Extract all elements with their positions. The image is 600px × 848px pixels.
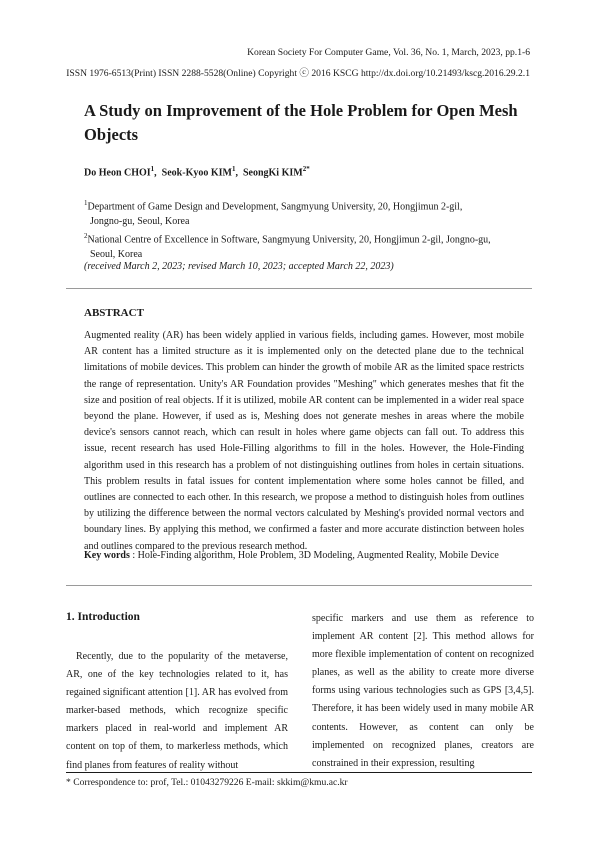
paragraph: Recently, due to the popularity of the metaverse, AR, one of the key technologies related to it, has regained significant attention [1]. AR has evolved from marker-based methods, which recognize specific markers placed in real-world and implement AR content on top of them, to markerless methods, which find planes from features of reality without xyxy=(66,651,288,771)
affiliation-mark: 1 xyxy=(84,199,88,207)
affiliation-mark: 2 xyxy=(84,232,88,240)
author-list: Do Heon CHOI$^1$, Seok-Kyoo KIM$^1$, SeongKi $KIM^{2*}$ xyxy=(84,165,310,179)
divider xyxy=(66,288,532,289)
author-mark: 1 xyxy=(150,165,155,173)
keywords-text: : Hole-Finding algorithm, Hole Problem, 3D Modeling, Augmented Reality, Mobile Device xyxy=(129,550,499,561)
affiliation xyxy=(84,196,524,229)
paragraph: specific markers and use them as reference to implement AR content [2]. This method allows for more flexible implementation of content on recognized planes, as well as the ability to create more diverse forms using various technologies such as GPS [3,4,5]. Therefore, it has been widely used in many mobile AR contents. However, as content can only be implemented on recognized planes, creators are constrained in their expression, resulting xyxy=(312,613,534,769)
keywords-label: Key words xyxy=(84,550,130,561)
paper-title: A Study on Improvement of the Hole Problem for Open Mesh Objects xyxy=(84,101,518,144)
affiliation-line: National Centre of Excellence in Software, Sangmyung University, 20, Hongjimun 2-gil, Jongno-gu, xyxy=(87,234,491,246)
section-heading: 1. Introduction xyxy=(66,611,140,623)
author-name: SeongKi KIM xyxy=(242,167,303,179)
footnote-divider xyxy=(66,772,532,773)
body-column-left xyxy=(66,648,288,775)
affiliation xyxy=(84,229,524,262)
divider xyxy=(66,585,532,586)
received-dates: (received March 2, 2023; revised March 10, 2023; accepted March 22, 2023) xyxy=(84,261,394,272)
author-name: Seok-Kyoo KIM xyxy=(161,167,232,179)
keywords xyxy=(84,550,524,561)
affiliation-line: Department of Game Design and Development, Sangmyung University, 20, Hongjimun 2-gil, xyxy=(87,201,463,213)
author-mark: 2* xyxy=(302,165,310,173)
author-name: Do Heon CHOI xyxy=(84,167,151,179)
journal-header: Korean Society For Computer Game, Vol. 36, No. 1, March, 2023, pp.1-6 xyxy=(247,47,530,58)
author-mark: 1 xyxy=(231,165,236,173)
abstract-heading: ABSTRACT xyxy=(84,307,144,319)
correspondence-footnote: * Correspondence to: prof, Tel.: 01043279226 E-mail: skkim@kmu.ac.kr xyxy=(66,777,348,788)
issn-doi-line: ISSN 1976-6513(Print) ISSN 2288-5528(Online) Copyright ⓒ 2016 KSCG http://dx.doi.org/10.21493/kscg.2016.29.2.1 xyxy=(66,68,530,79)
affiliation-line: Jongno-gu, Seoul, Korea xyxy=(90,216,190,228)
abstract-body: Augmented reality (AR) has been widely applied in various fields, including games. However, most mobile AR content has a limited structure as it is implemented only on the detected plane due to the technical limitations of mobile devices. This problem can hinder the growth of mobile AR as the limited space restricts the range of representation. Unity's AR Foundation provides "Meshing" which generates meshes that fit the size and position of real objects. If it is utilized, mobile AR content can be implemented in a wider real space beyond the plane. However, if used as is, Meshing does not generate meshes in areas where the mobile device's sensors cannot reach, which can result in holes where game objects can fall out. To address this issue, recent research has used Hole-Filling algorithms to fill in the holes. However, the Hole-Finding algorithm used in this research has a problem of not distinguishing outlines from holes in certain situations. This problem results in fatal issues for content implementation where some holes cannot be filled, and outlines are connected to each other. In this research, we propose a method to distinguish holes from outlines by utilizing the difference between the normal vectors calculated by Meshing's provided normal vectors and boundary lines. By applying this method, we confirmed a faster and more accurate distinction between holes and outlines compared to the previous research method. xyxy=(84,330,524,552)
affiliation-line: Seoul, Korea xyxy=(90,249,143,261)
body-column-right xyxy=(312,610,534,773)
